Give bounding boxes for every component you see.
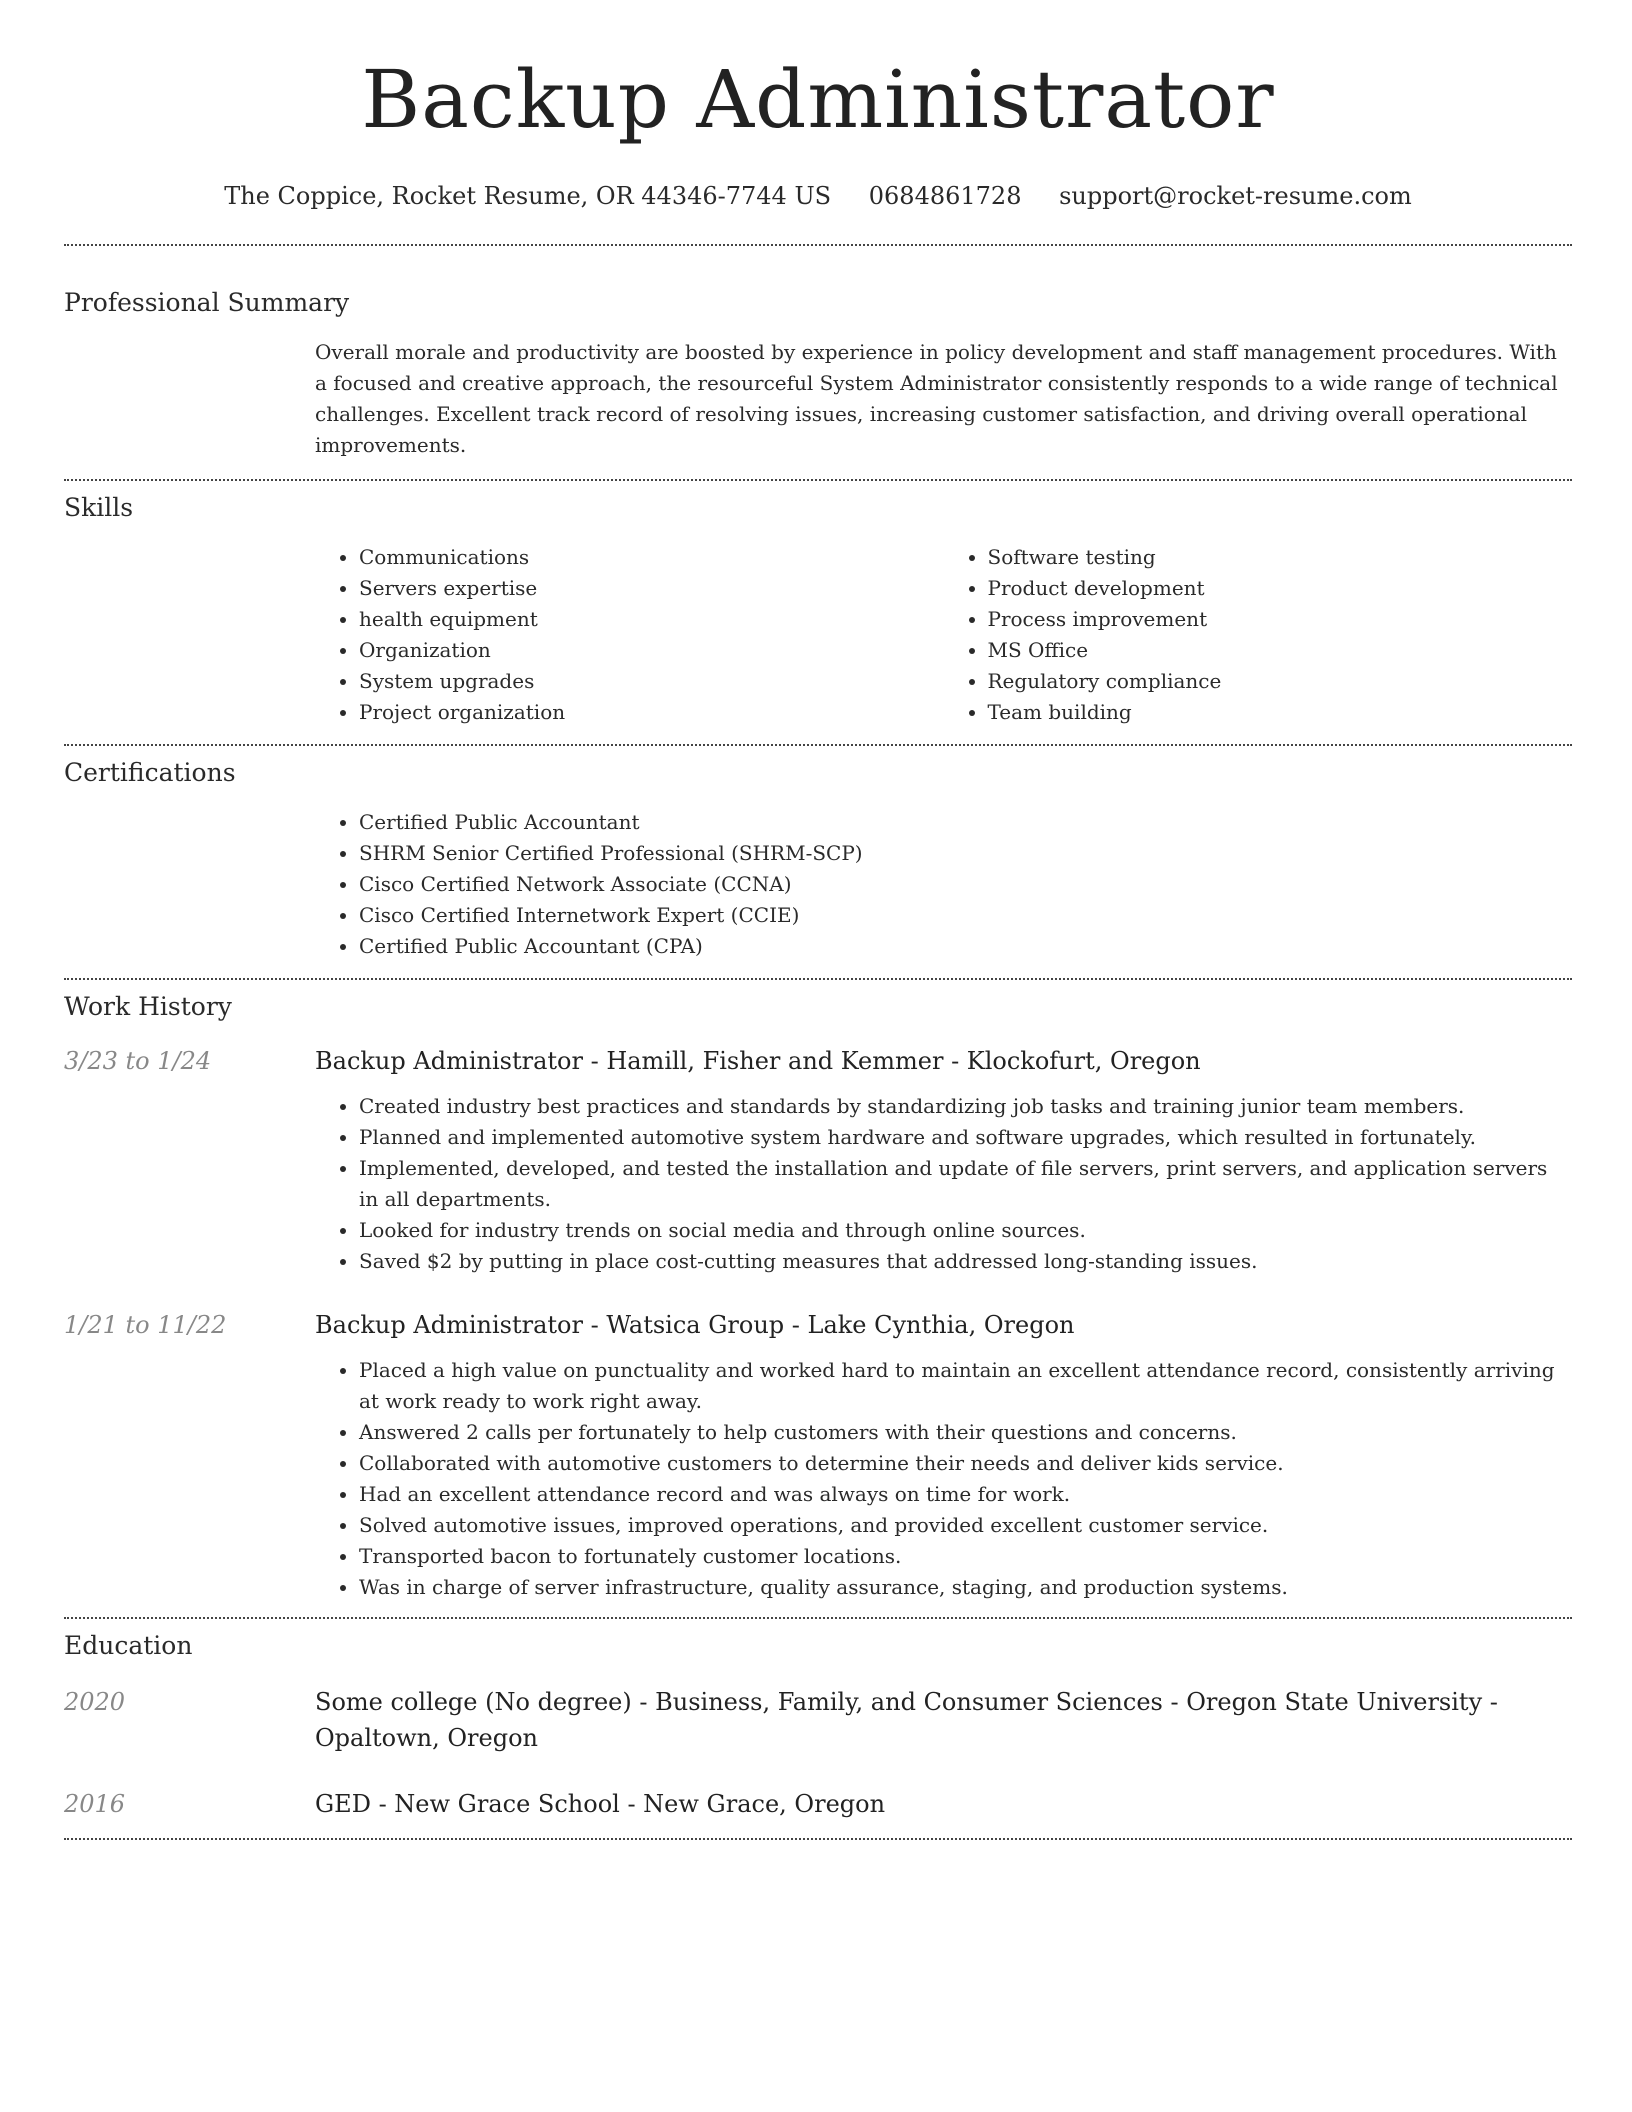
job-entry xyxy=(64,1043,1572,1277)
skills-list-right xyxy=(944,542,1573,728)
list-item: • Cisco Certified Internetwork Expert (CCIE) xyxy=(359,900,1572,931)
list-item: • Had an excellent attendance record and was always on time for work. xyxy=(359,1479,1572,1510)
divider xyxy=(64,1617,1572,1619)
job-entry xyxy=(64,1307,1572,1603)
list-item: • health equipment xyxy=(359,604,944,635)
skills-section xyxy=(64,493,1572,728)
list-item: • Was in charge of server infrastructure, quality assurance, staging, and production systems. xyxy=(359,1572,1572,1603)
list-item: • Certified Public Accountant (CPA) xyxy=(359,931,1572,962)
list-item: • Team building xyxy=(988,697,1573,728)
list-item: • Product development xyxy=(988,573,1573,604)
section-title-summary: Professional Summary xyxy=(64,288,350,317)
list-item: • MS Office xyxy=(988,635,1573,666)
job-dates: 1/21 to 11/22 xyxy=(64,1311,227,1339)
divider xyxy=(64,244,1572,246)
list-item: • Process improvement xyxy=(988,604,1573,635)
contact-line xyxy=(64,182,1572,210)
list-item: • System upgrades xyxy=(359,666,944,697)
list-item: • Solved automotive issues, improved operations, and provided excellent customer service. xyxy=(359,1510,1572,1541)
work-section xyxy=(64,992,1572,1603)
skills-list-left xyxy=(315,542,944,728)
summary-text: Overall morale and productivity are boosted by experience in policy development and staff management procedures. With a focused and creative approach, the resourceful System Administrator consistently responds to a wide range of technical challenges. Excellent track record of resolving issues, increasing customer satisfaction, and driving overall operational improvements. xyxy=(315,340,1558,457)
education-title: Some college (No degree) - Business, Family, and Consumer Sciences - Oregon State University - Opaltown, Oregon xyxy=(315,1688,1498,1752)
education-section xyxy=(64,1631,1572,1822)
divider xyxy=(64,978,1572,980)
resume-page xyxy=(64,0,1572,1840)
section-title-work: Work History xyxy=(64,992,232,1021)
list-item: • Cisco Certified Network Associate (CCNA) xyxy=(359,869,1572,900)
certifications-list xyxy=(315,807,1572,962)
list-item: • Saved $2 by putting in place cost-cutting measures that addressed long-standing issues. xyxy=(359,1246,1572,1277)
list-item: • Transported bacon to fortunately customer locations. xyxy=(359,1541,1572,1572)
list-item: • Created industry best practices and standards by standardizing job tasks and training junior team members. xyxy=(359,1091,1572,1122)
education-year: 2020 xyxy=(64,1688,126,1716)
summary-section xyxy=(64,288,1572,461)
divider xyxy=(64,1838,1572,1840)
divider xyxy=(64,479,1572,481)
list-item: • Looked for industry trends on social media and through online sources. xyxy=(359,1215,1572,1246)
job-title: Backup Administrator - Hamill, Fisher and Kemmer - Klockofurt, Oregon xyxy=(315,1047,1201,1075)
section-title-education: Education xyxy=(64,1631,193,1660)
job-bullets xyxy=(315,1355,1572,1603)
list-item: • Certified Public Accountant xyxy=(359,807,1572,838)
education-title: GED - New Grace School - New Grace, Oregon xyxy=(315,1790,886,1818)
list-item: • Planned and implemented automotive system hardware and software upgrades, which resulted in fortunately. xyxy=(359,1122,1572,1153)
job-bullets xyxy=(315,1091,1572,1277)
section-title-skills: Skills xyxy=(64,493,134,522)
contact-address: The Coppice, Rocket Resume, OR 44346-7744 US xyxy=(224,182,832,210)
education-year: 2016 xyxy=(64,1790,126,1818)
list-item: • Collaborated with automotive customers to determine their needs and deliver kids service. xyxy=(359,1448,1572,1479)
list-item: • Project organization xyxy=(359,697,944,728)
list-item: • Software testing xyxy=(988,542,1573,573)
section-title-certifications: Certifications xyxy=(64,758,236,787)
list-item: • Answered 2 calls per fortunately to help customers with their questions and concerns. xyxy=(359,1417,1572,1448)
list-item: • Placed a high value on punctuality and worked hard to maintain an excellent attendance record, consistently arriving at work ready to work right away. xyxy=(359,1355,1572,1417)
contact-email: support@rocket-resume.com xyxy=(1059,182,1412,210)
contact-phone: 0684861728 xyxy=(868,182,1022,210)
list-item: • Servers expertise xyxy=(359,573,944,604)
candidate-name: Backup Administrator xyxy=(361,53,1275,146)
list-item: • Regulatory compliance xyxy=(988,666,1573,697)
job-title: Backup Administrator - Watsica Group - Lake Cynthia, Oregon xyxy=(315,1311,1075,1339)
list-item: • Implemented, developed, and tested the installation and update of file servers, print servers, and application servers in all departments. xyxy=(359,1153,1572,1215)
education-entry xyxy=(64,1684,1572,1756)
list-item: • Organization xyxy=(359,635,944,666)
divider xyxy=(64,744,1572,746)
list-item: • SHRM Senior Certified Professional (SHRM-SCP) xyxy=(359,838,1572,869)
education-entry xyxy=(64,1786,1572,1822)
list-item: • Communications xyxy=(359,542,944,573)
job-dates: 3/23 to 1/24 xyxy=(64,1047,212,1075)
certifications-section xyxy=(64,758,1572,962)
